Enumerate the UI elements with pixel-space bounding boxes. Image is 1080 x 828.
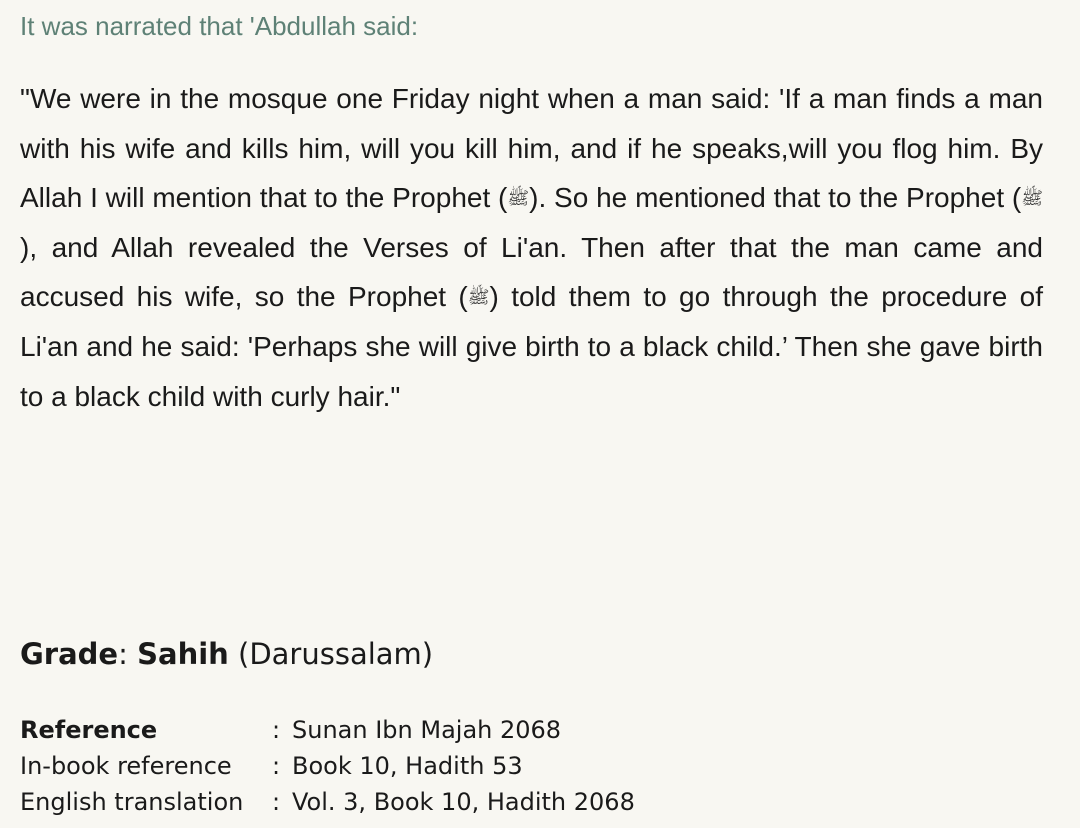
salawat-icon: ﷺ — [507, 188, 530, 210]
salawat-icon: ﷺ — [467, 287, 490, 309]
reference-separator: : — [272, 716, 281, 744]
narrator-line: It was narrated that 'Abdullah said: — [20, 11, 419, 41]
inbook-reference-separator: : — [272, 752, 281, 780]
inbook-reference-row — [20, 748, 635, 784]
english-translation-label: English translation — [20, 788, 244, 816]
reference-value: Sunan Ibn Majah 2068 — [292, 716, 562, 744]
inbook-reference-value: Book 10, Hadith 53 — [292, 752, 523, 780]
hadith-text-part: ), and Allah revealed the Verses of Li'an. Then after that the man came and accused his wife, so the Prophet ( — [20, 231, 1043, 313]
english-translation-separator: : — [272, 788, 281, 816]
reference-table — [20, 712, 635, 820]
salawat-icon: ﷺ — [1021, 188, 1043, 210]
grade-source: (Darussalam) — [238, 637, 434, 671]
hadith-text-part: ). So he mentioned that to the Prophet ( — [529, 182, 1022, 214]
hadith-text-part: ) told them to go through the procedure of Li'an and he said: 'Perhaps she will give birth to a black child.’ Then she gave birth to a black child with curly hair." — [20, 281, 1043, 412]
reference-row — [20, 712, 635, 748]
grade-line — [20, 634, 433, 674]
hadith-text-part: "We were in the mosque one Friday night when a man said: 'If a man finds a man with his wife and kills him, will you kill him, and if he speaks,will you flog him. By Allah I will mention that to the Prophet ( — [20, 83, 1043, 214]
grade-colon: : — [118, 637, 128, 671]
hadith-text — [20, 74, 1043, 421]
reference-label: Reference — [20, 716, 158, 744]
inbook-reference-label: In-book reference — [20, 752, 232, 780]
grade-value: Sahih — [137, 637, 229, 671]
english-translation-row — [20, 784, 635, 820]
grade-label: Grade — [20, 637, 119, 671]
english-translation-value: Vol. 3, Book 10, Hadith 2068 — [292, 788, 635, 816]
